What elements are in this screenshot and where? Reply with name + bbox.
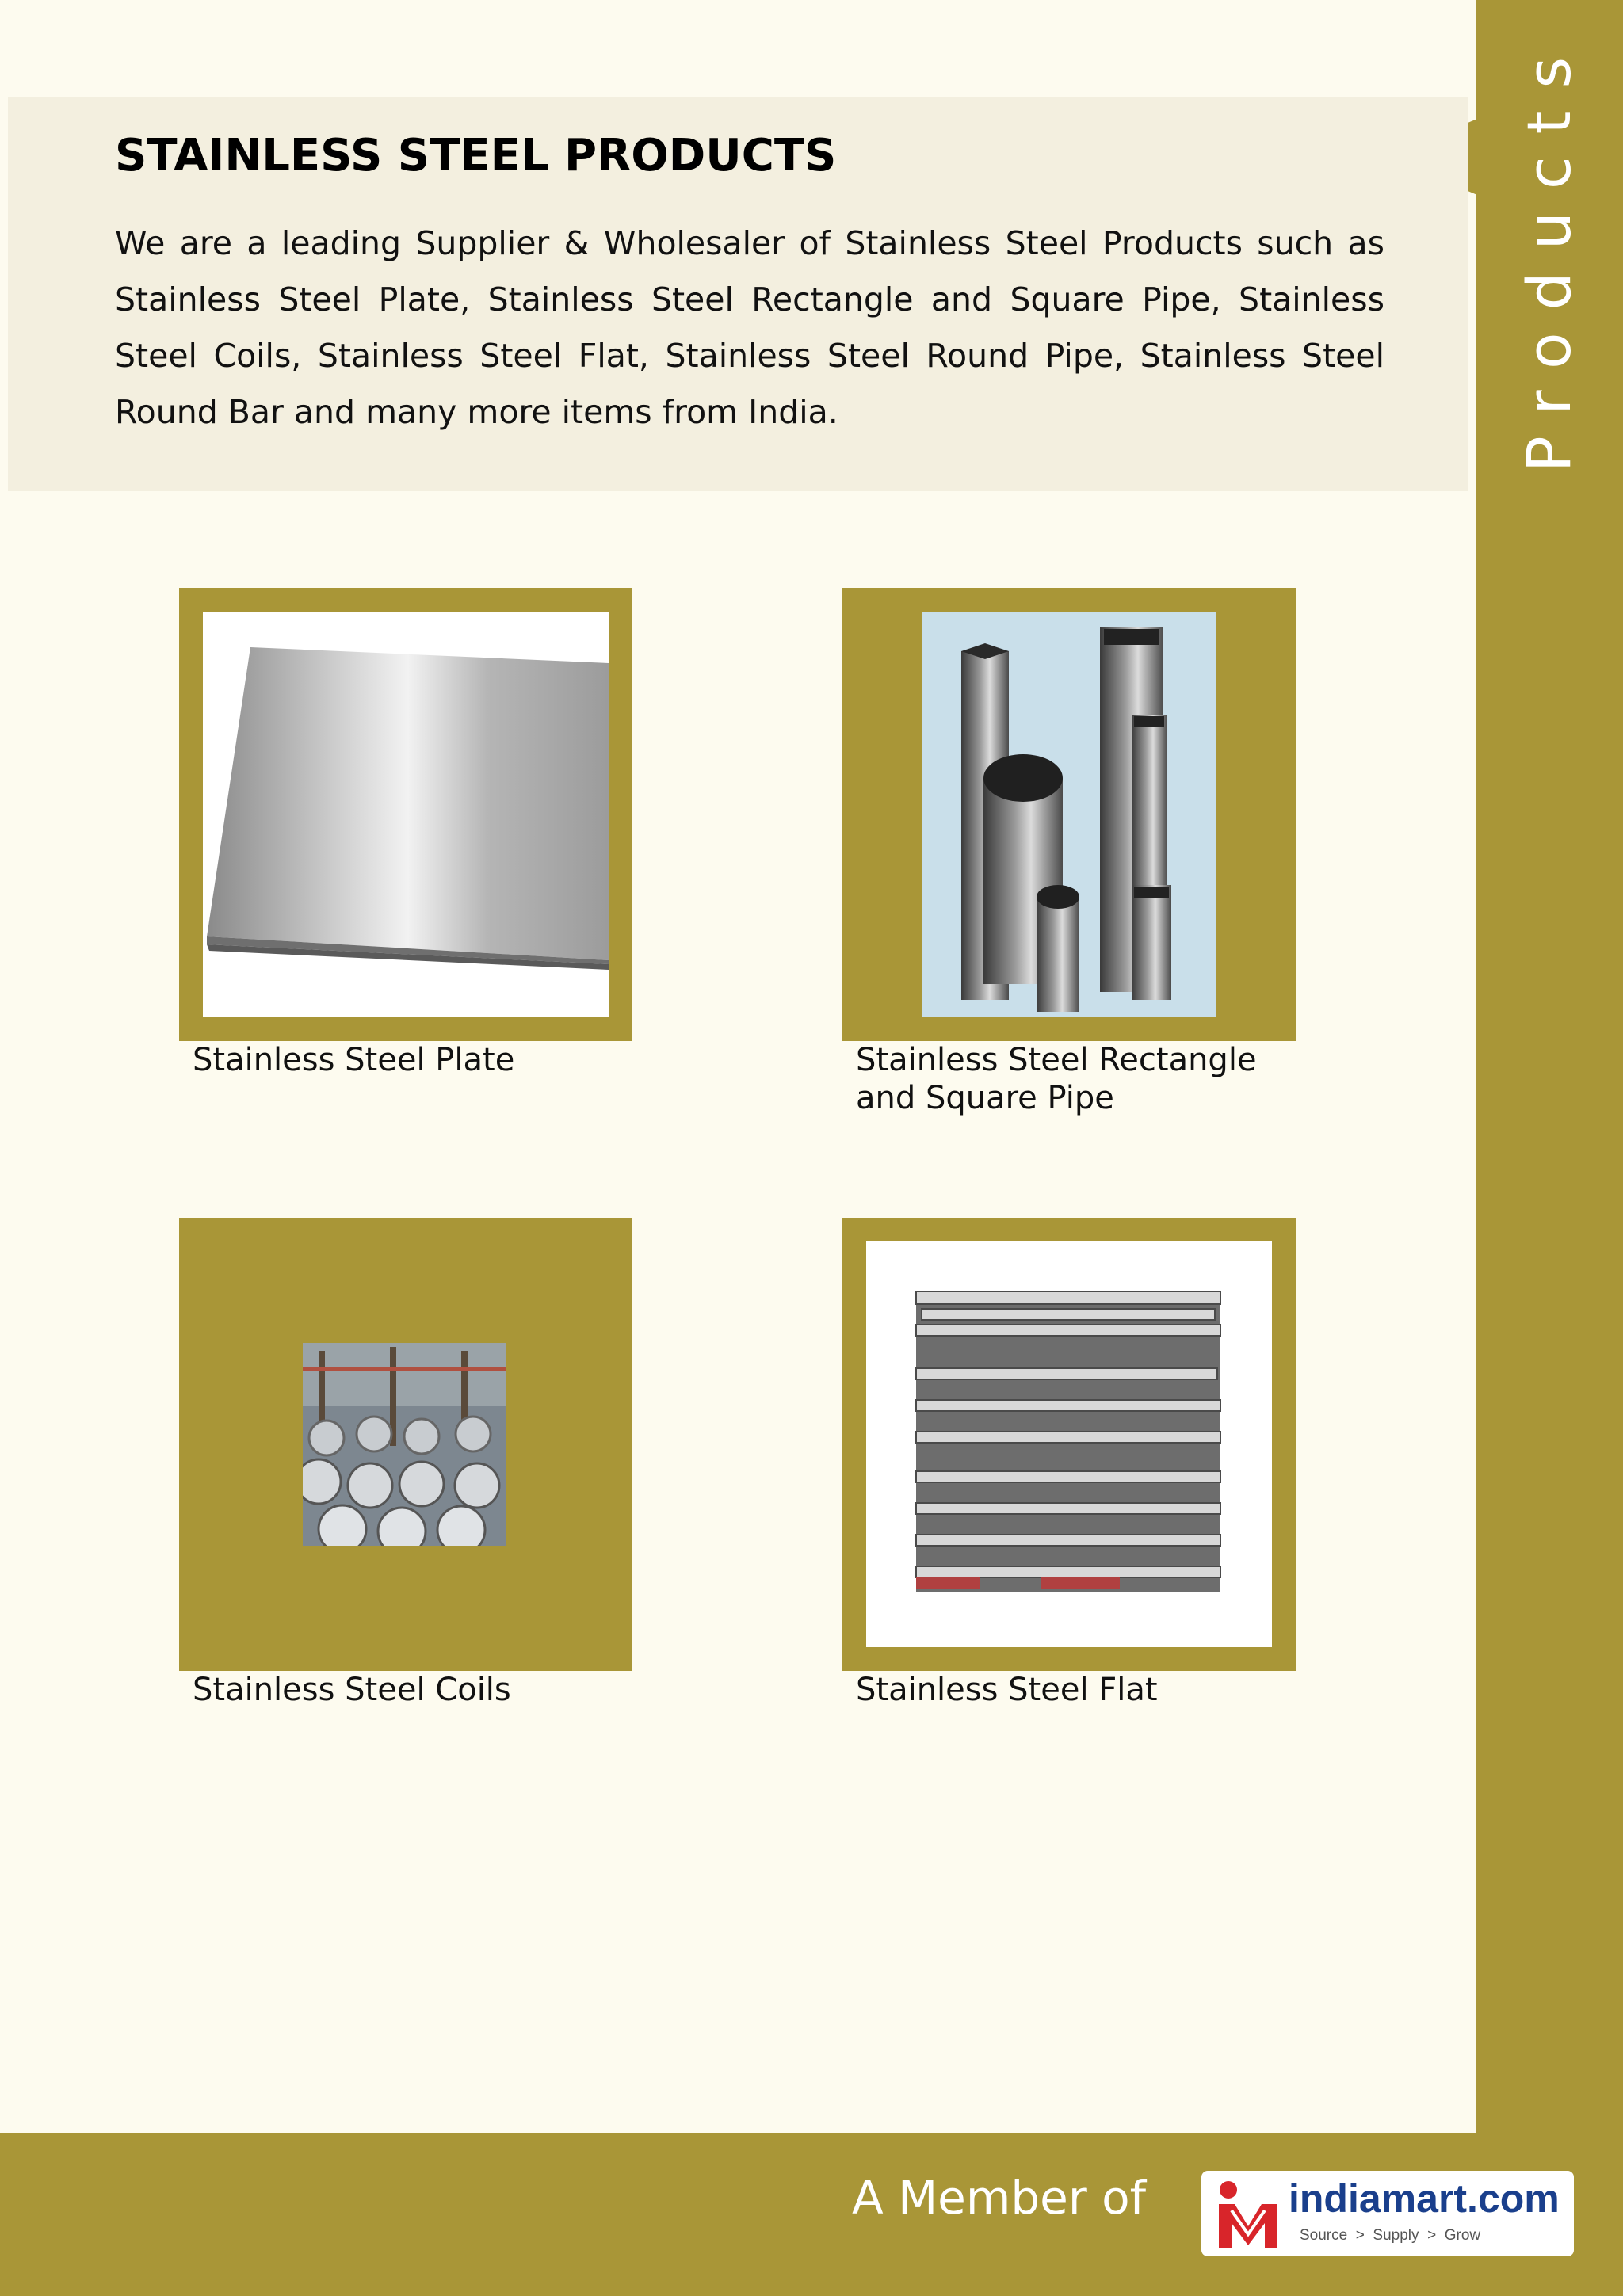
logo-wordmark: indiamart.com [1289, 2176, 1560, 2221]
product-name-plate: Stainless Steel Plate [193, 1042, 515, 1078]
product-card-plate[interactable] [179, 588, 632, 1041]
product-card-coils[interactable] [179, 1218, 632, 1671]
product-name-pipe: Stainless Steel Rectangle and Square Pipe [856, 1042, 1257, 1116]
page-title: STAINLESS STEEL PRODUCTS [115, 130, 837, 181]
product-image-pipe [922, 612, 1216, 1017]
member-text: A Member of [852, 2171, 1147, 2225]
sidebar-label: Products [1514, 34, 1584, 473]
indiamart-m-icon [1212, 2179, 1284, 2250]
product-card-flat[interactable] [842, 1218, 1296, 1671]
logo-tagline: Source > Supply > Grow [1300, 2227, 1481, 2244]
product-image-plate [203, 612, 609, 1017]
product-card-pipe[interactable] [842, 588, 1296, 1041]
product-name-flat: Stainless Steel Flat [856, 1672, 1158, 1708]
indiamart-logo[interactable] [1201, 2171, 1574, 2256]
product-name-coils: Stainless Steel Coils [193, 1672, 511, 1708]
product-image-flat [866, 1241, 1272, 1647]
intro-description: We are a leading Supplier & Wholesaler of Stainless Steel Products such as Stainless Steel Plate, Stainless Steel Rectangle and Square Pipe, Stainless Steel Coils, Stainless Steel Flat, Stainless Steel Round Pipe, Stainless Steel Round Bar and many more items from India. [115, 224, 1384, 431]
product-image-coils [303, 1343, 506, 1546]
